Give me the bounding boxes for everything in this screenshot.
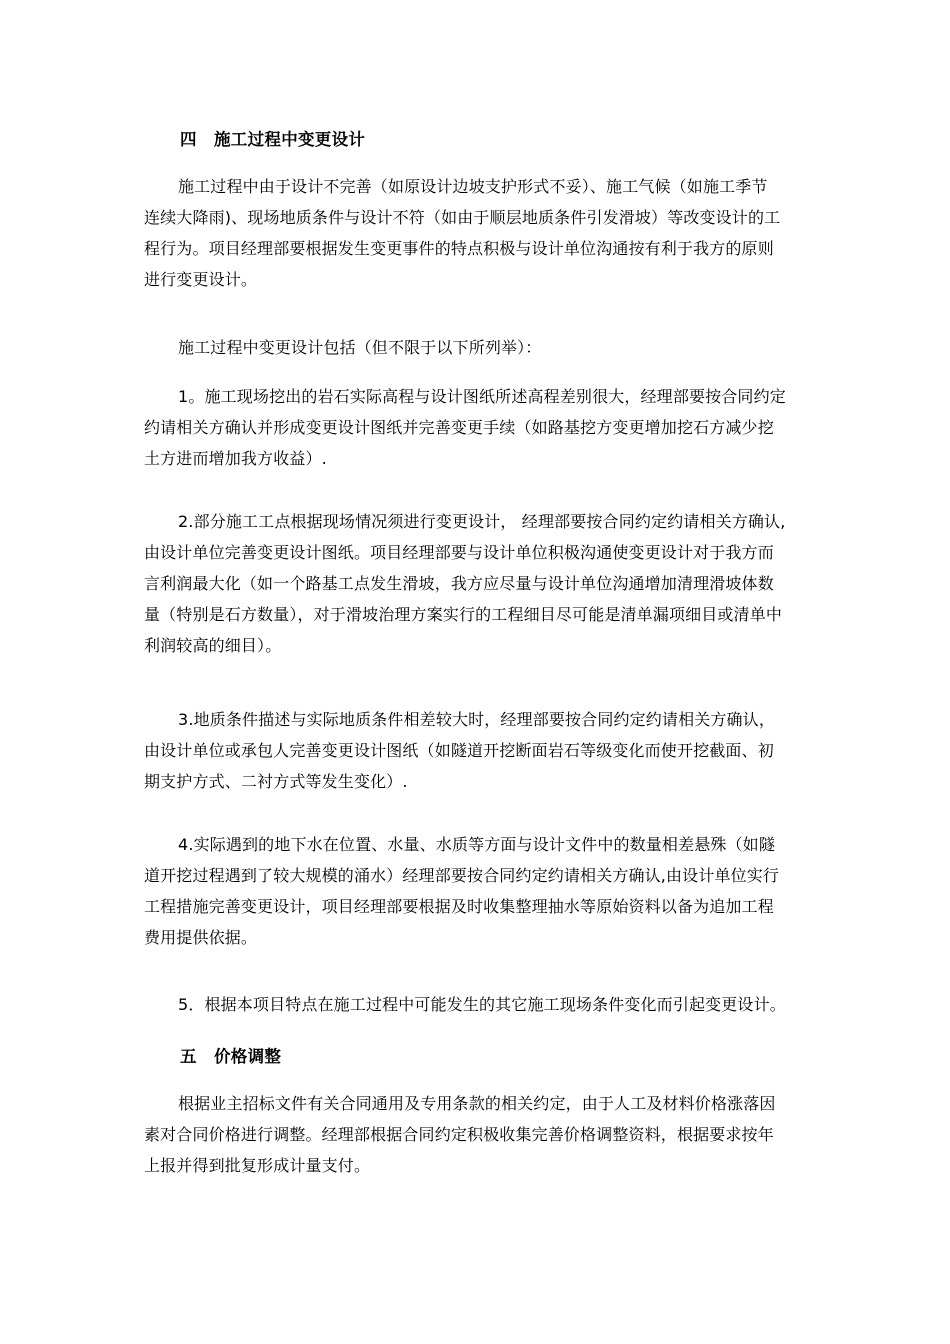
list-item-2	[144, 506, 808, 661]
list-item-5	[144, 989, 808, 1020]
section-4-heading	[180, 126, 365, 150]
section-4-title: 施工过程中变更设计	[214, 130, 366, 149]
section-4-number: 四	[180, 130, 197, 149]
text-line: 上报并得到批复形成计量支付。	[144, 1156, 371, 1175]
list-item-1	[144, 381, 808, 474]
text-line: 3.地质条件描述与实际地质条件相差较大时，经理部要按合同约定约请相关方确认，	[178, 710, 775, 729]
text-line: 言利润最大化（如一个路基工点发生滑坡，我方应尽量与设计单位沟通增加清理滑坡体数	[144, 574, 774, 593]
text-line: 约请相关方确认并形成变更设计图纸并完善变更手续（如路基挖方变更增加挖石方减少挖	[144, 418, 774, 437]
section-5-title: 价格调整	[214, 1047, 282, 1066]
text-line: 5．根据本项目特点在施工过程中可能发生的其它施工现场条件变化而引起变更设计。	[178, 995, 786, 1014]
text-line: 量（特别是石方数量），对于滑坡治理方案实行的工程细目尽可能是清单漏项细目或清单中	[144, 605, 783, 624]
text-line: 施工过程中变更设计包括（但不限于以下所列举）：	[178, 338, 542, 357]
section-5-heading	[180, 1043, 281, 1067]
text-line: 根据业主招标文件有关合同通用及专用条款的相关约定，由于人工及材料价格涨落因	[178, 1094, 776, 1113]
text-line: 连续大降雨)、现场地质条件与设计不符（如由于顺层地质条件引发滑坡）等改变设计的工	[144, 208, 781, 227]
list-intro-paragraph	[144, 332, 808, 363]
text-line: 1。施工现场挖出的岩石实际高程与设计图纸所述高程差别很大，经理部要按合同约定	[178, 387, 786, 406]
text-line: 由设计单位完善变更设计图纸。项目经理部要与设计单位积极沟通使变更设计对于我方而	[144, 543, 774, 562]
text-line: 工程措施完善变更设计，项目经理部要根据及时收集整理抽水等原始资料以备为追加工程	[144, 897, 774, 916]
text-line: 费用提供依据。	[144, 928, 258, 947]
text-line: 进行变更设计。	[144, 270, 258, 289]
text-line: 由设计单位或承包人完善变更设计图纸（如隧道开挖断面岩石等级变化而使开挖截面、初	[144, 741, 774, 760]
list-item-4	[144, 829, 808, 953]
text-line: 道开挖过程遇到了较大规模的涌水）经理部要按合同约定约请相关方确认,由设计单位实行	[144, 866, 780, 885]
text-line: 4.实际遇到的地下水在位置、水量、水质等方面与设计文件中的数量相差悬殊（如隧	[178, 835, 775, 854]
section-4-intro-paragraph	[144, 171, 808, 295]
list-item-3	[144, 704, 808, 797]
text-line: 利润较高的细目）。	[144, 636, 282, 655]
text-line: 程行为。项目经理部要根据发生变更事件的特点积极与设计单位沟通按有利于我方的原则	[144, 239, 774, 258]
text-line: 期支护方式、二衬方式等发生变化）.	[144, 772, 408, 791]
text-line: 土方进而增加我方收益）.	[144, 449, 327, 468]
section-5-number: 五	[180, 1047, 197, 1066]
text-line: 施工过程中由于设计不完善（如原设计边坡支护形式不妥）、施工气候（如施工季节	[178, 177, 768, 196]
section-5-body-paragraph	[144, 1088, 808, 1181]
text-line: 素对合同价格进行调整。经理部根据合同约定积极收集完善价格调整资料，根据要求按年	[144, 1125, 774, 1144]
text-line: 2.部分施工工点根据现场情况须进行变更设计， 经理部要按合同约定约请相关方确认,	[178, 512, 786, 531]
